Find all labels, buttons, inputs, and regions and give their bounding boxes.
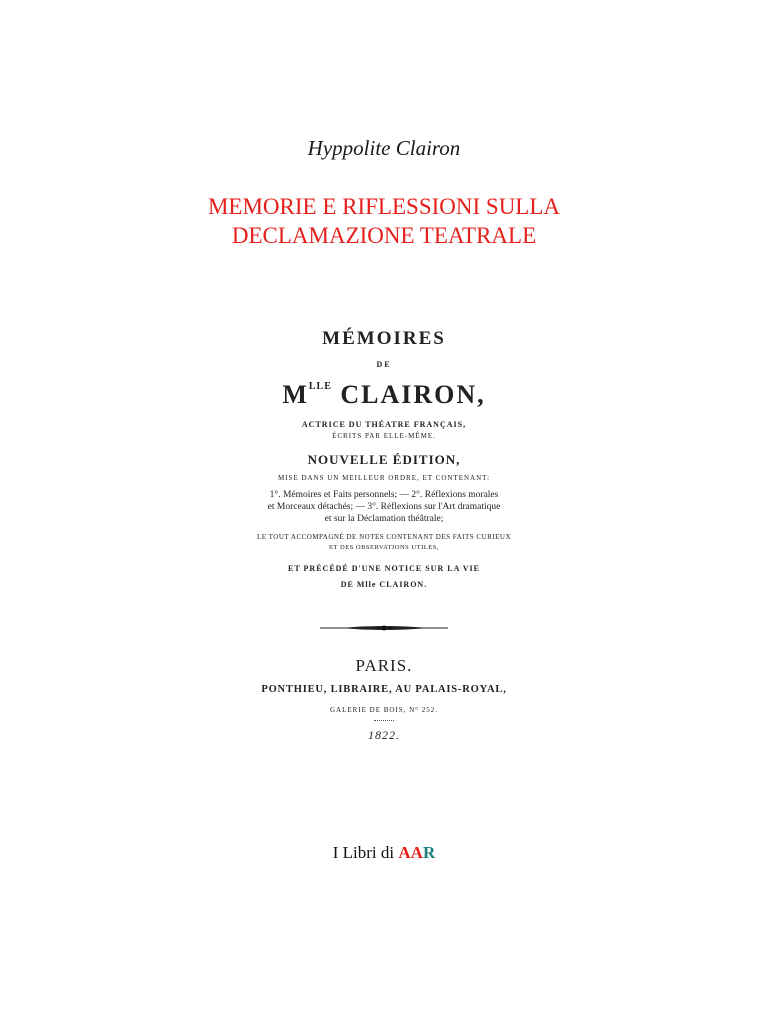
- scan-contents-3: et sur la Déclamation théâtrale;: [324, 514, 444, 524]
- scan-observations: ET DES OBSERVATIONS UTILES,: [329, 544, 439, 551]
- scan-mlle-prefix: M: [282, 380, 309, 409]
- title-line-1: MEMORIE E RIFLESSIONI SULLA: [207, 194, 561, 219]
- scan-memoires: MÉMOIRES: [322, 328, 446, 349]
- scan-contents-2: et Morceaux détachés; — 3°. Réflexions sur l'Art dramatique: [267, 502, 501, 512]
- scan-actrice: ACTRICE DU THÉATRE FRANÇAIS,: [301, 420, 467, 429]
- scan-ecrits: ÉCRITS PAR ELLE-MÊME.: [332, 432, 436, 440]
- publisher-footer: [0, 843, 768, 863]
- scan-contents-1: 1°. Mémoires et Faits personnels; — 2°. Réflexions morales: [269, 490, 499, 500]
- frontispiece-scan: [240, 318, 528, 758]
- scan-mise: MISE DANS UN MEILLEUR ORDRE, ET CONTENANT:: [277, 474, 491, 482]
- scan-mlle-sup: LLE: [308, 381, 332, 392]
- author-name: Hyppolite Clairon: [307, 136, 461, 160]
- scan-precede: ET PRÉCÉDÉ D'UNE NOTICE SUR LA VIE: [288, 564, 480, 573]
- scan-dash-divider: [374, 720, 394, 722]
- scan-year: 1822.: [368, 728, 400, 742]
- scan-de-mlle: DE Mlle CLAIRON.: [340, 580, 428, 589]
- scan-ponthieu: PONTHIEU, LIBRAIRE, AU PALAIS-ROYAL,: [261, 684, 507, 695]
- document-title: [0, 192, 768, 250]
- scan-nouvelle-edition: NOUVELLE ÉDITION,: [307, 452, 461, 467]
- scan-mlle-clairon: [240, 380, 528, 410]
- footer-logo-r: R: [422, 843, 436, 862]
- scan-de: DE: [376, 360, 392, 369]
- footer-prefix: I Libri di: [332, 843, 399, 862]
- scan-galerie: GALERIE DE BOIS, N° 252.: [329, 706, 439, 714]
- title-line-2: DECLAMAZIONE TEATRALE: [231, 223, 537, 248]
- scan-paris: PARIS.: [355, 656, 413, 675]
- ornament-divider-icon: [320, 622, 448, 634]
- footer-logo-aa: AA: [398, 843, 423, 862]
- scan-mlle-name: CLAIRON,: [331, 380, 486, 409]
- scan-le-tout: LE TOUT ACCOMPAGNÉ DE NOTES CONTENANT DES FAITS CURIEUX: [256, 533, 512, 541]
